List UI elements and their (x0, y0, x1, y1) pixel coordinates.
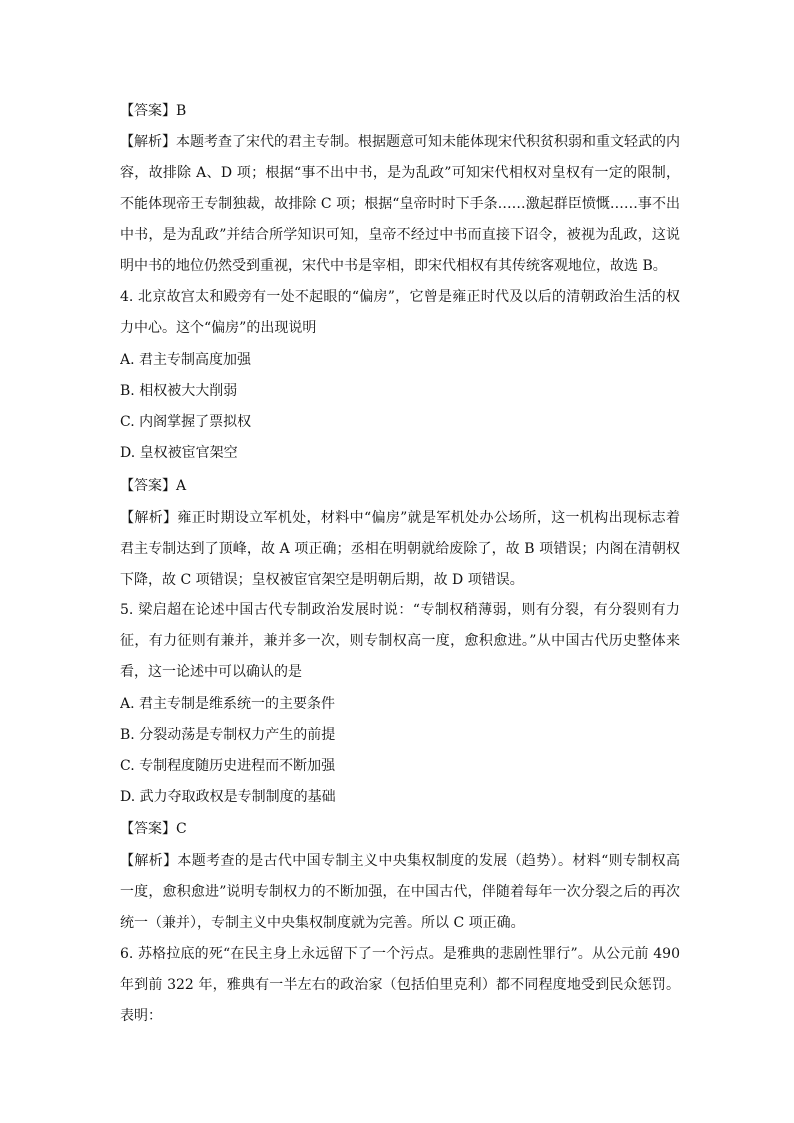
explanation-q4 (120, 503, 680, 596)
option-b: B. 相权被大大削弱 (120, 383, 238, 399)
question-stem-line: 征，有力征则有兼并，兼并多一次，则专制权高一度，愈积愈进。”从中国古代历史整体来 (120, 633, 680, 649)
option-b: B. 分裂动荡是专制权力产生的前提 (120, 727, 336, 743)
explanation-q5 (120, 846, 680, 939)
text-line: 中书，是为乱政”并结合所学知识可知，皇帝不经过中书而直接下诏令，被视为乱政，这说 (120, 227, 680, 243)
answer-line: 【答案】B (120, 103, 187, 119)
question-stem-line: 力中心。这个“偏房”的出现说明 (120, 320, 317, 336)
question-stem-line: 6. 苏格拉底的死“在民主身上永远留下了一个污点。是雅典的悲剧性罪行”。从公元前 490 (120, 946, 680, 962)
option-d: D. 皇权被宦官架空 (120, 445, 238, 461)
explanation-q3 (120, 127, 680, 282)
text-line: 明中书的地位仍然受到重视，宋代中书是宰相，即宋代相权有其传统客观地位，故选 B。 (120, 258, 667, 274)
question-5 (120, 595, 680, 688)
question-stem-line: 5. 梁启超在论述中国古代专制政治发展时说：“专制权稍薄弱，则有分裂，有分裂则有力 (120, 602, 680, 618)
option-c: C. 专制程度随历史进程而不断加强 (120, 758, 336, 774)
answer-q3 (120, 96, 680, 127)
text-line: 容，故排除 A、D 项；根据“事不出中书，是为乱政”可知宋代相权对皇权有一定的限制， (120, 165, 680, 181)
question-5-options (120, 689, 680, 813)
question-stem-line: 看，这一论述中可以确认的是 (120, 664, 302, 680)
text-line: 一度，愈积愈进”说明专制权力的不断加强，在中国古代，伴随着每年一次分裂之后的再次 (120, 884, 680, 900)
option-a: A. 君主专制是维系统一的主要条件 (120, 696, 336, 712)
option-a: A. 君主专制高度加强 (120, 352, 252, 368)
question-6 (120, 939, 680, 1032)
answer-q4 (120, 471, 680, 502)
question-stem-line: 年到前 322 年，雅典有一半左右的政治家（包括伯里克利）都不同程度地受到民众惩罚。 (120, 977, 680, 993)
question-stem-line: 表明： (120, 1008, 162, 1024)
question-4-options (120, 345, 680, 469)
text-line: 下降，故 C 项错误；皇权被宦官架空是明朝后期，故 D 项错误。 (120, 572, 524, 588)
answer-line: 【答案】A (120, 478, 187, 494)
text-line: 【解析】本题考查的是古代中国专制主义中央集权制度的发展（趋势）。材料“则专制权高 (120, 853, 680, 869)
answer-q5 (120, 814, 680, 845)
text-line: 【解析】本题考查了宋代的君主专制。根据题意可知未能体现宋代积贫积弱和重文轻武的内 (120, 134, 680, 150)
option-c: C. 内阁掌握了票拟权 (120, 414, 252, 430)
answer-line: 【答案】C (120, 821, 187, 837)
text-line: 不能体现帝王专制独裁，故排除 C 项；根据“皇帝时时下手条……激起群臣愤慨……事不出 (120, 196, 680, 212)
text-line: 统一（兼并），专制主义中央集权制度就为完善。所以 C 项正确。 (120, 915, 525, 931)
option-d: D. 武力夺取政权是专制制度的基础 (120, 789, 336, 805)
text-line: 君主专制达到了顶峰，故 A 项正确；丞相在明朝就给废除了，故 B 项错误；内阁在清朝权 (120, 541, 680, 557)
question-4 (120, 282, 680, 344)
text-line: 【解析】雍正时期设立军机处，材料中“偏房”就是军机处办公场所，这一机构出现标志着 (120, 510, 680, 526)
question-stem-line: 4. 北京故宫太和殿旁有一处不起眼的“偏房”，它曾是雍正时代及以后的清朝政治生活的权 (120, 289, 680, 305)
